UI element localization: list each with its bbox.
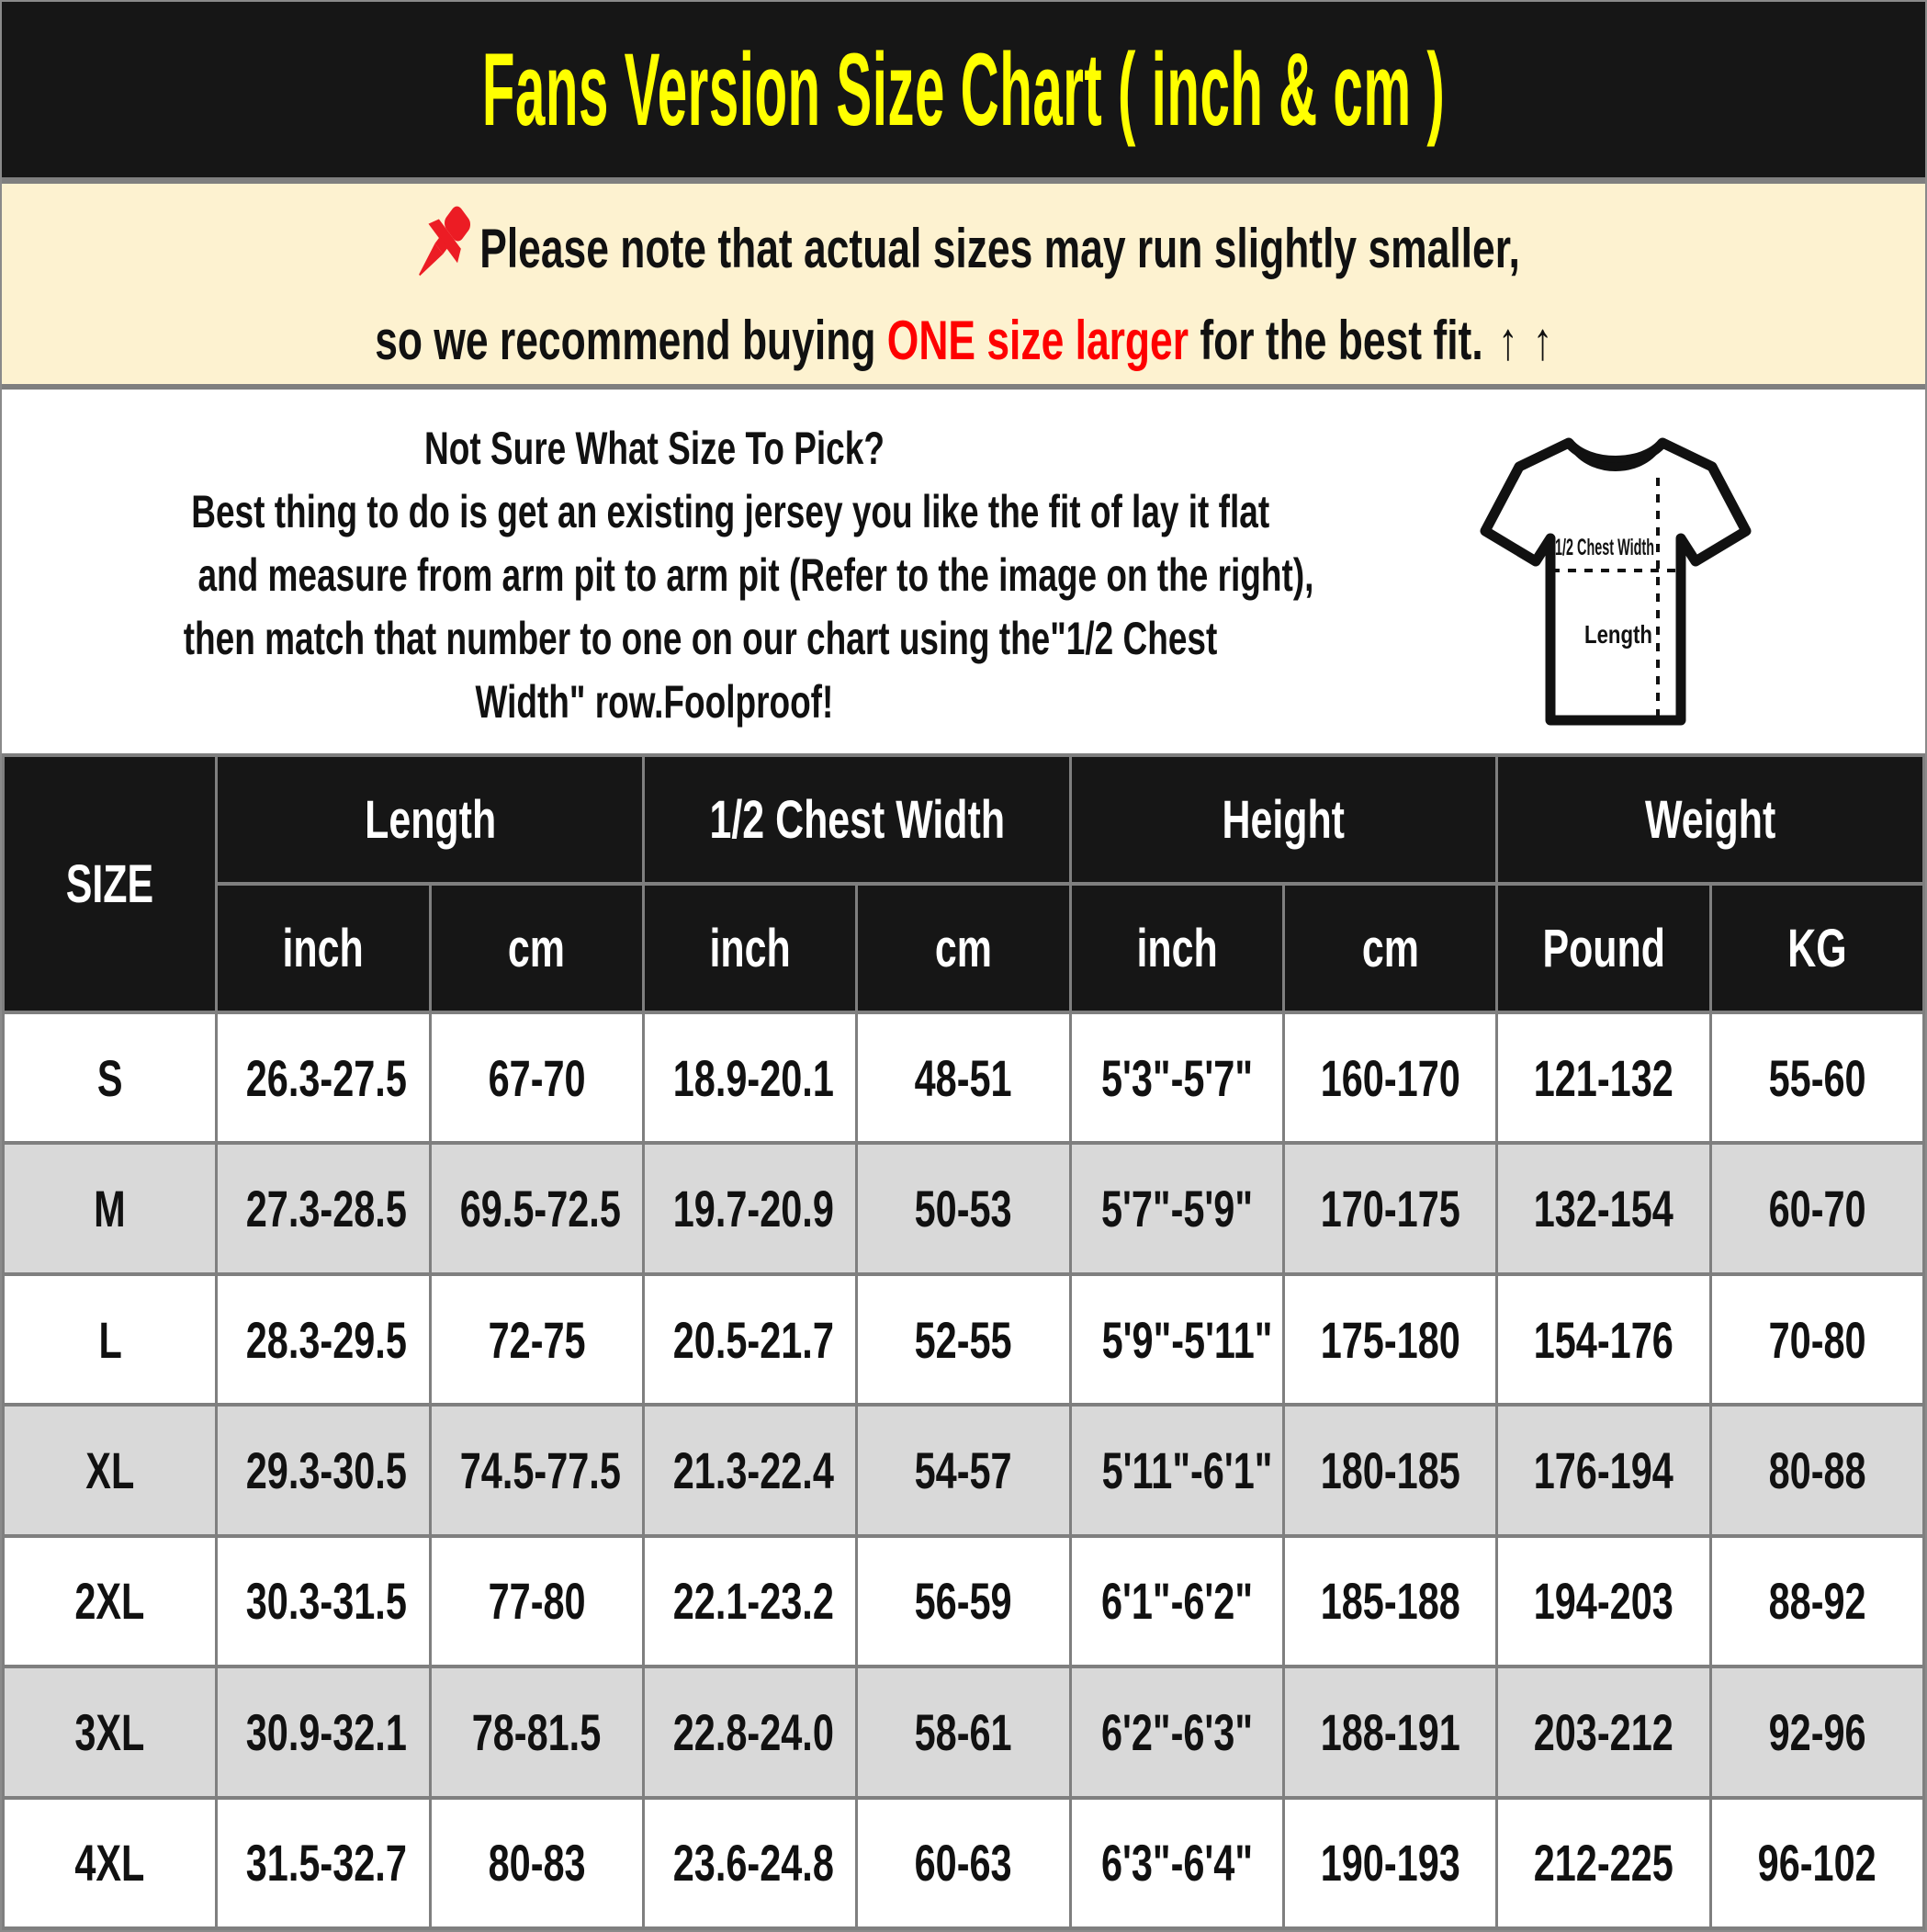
note-section (2, 184, 1925, 384)
table-row-3xl (4, 1666, 1924, 1797)
table-cell: 5'3"-5'7" (1070, 1012, 1283, 1143)
size-table (2, 753, 1925, 1930)
table-row-s (4, 1012, 1924, 1143)
table-cell: 180-185 (1283, 1405, 1496, 1535)
table-cell: 78-81.5 (430, 1666, 643, 1797)
size-table-section (2, 753, 1925, 1930)
note-text-2-prefix: so we recommend buying (375, 310, 887, 371)
table-cell: 22.8-24.0 (643, 1666, 856, 1797)
table-cell: 54-57 (857, 1405, 1070, 1535)
subheader-length-inch: inch (217, 884, 430, 1012)
table-cell: 5'7"-5'9" (1070, 1143, 1283, 1273)
size-cell: L (4, 1274, 217, 1405)
size-cell: M (4, 1143, 217, 1273)
table-cell: 52-55 (857, 1274, 1070, 1405)
note-text-2-suffix: for the best fit. (1188, 310, 1483, 371)
size-cell: 3XL (4, 1666, 217, 1797)
col-header-weight: Weight (1497, 755, 1924, 884)
table-cell: 121-132 (1497, 1012, 1710, 1143)
table-cell: 74.5-77.5 (430, 1405, 643, 1535)
table-cell: 60-70 (1710, 1143, 1923, 1273)
col-header-size: SIZE (4, 755, 217, 1012)
guide-section (2, 390, 1925, 753)
table-cell: 30.9-32.1 (217, 1666, 430, 1797)
table-cell: 23.6-24.8 (643, 1798, 856, 1928)
table-cell: 96-102 (1710, 1798, 1923, 1928)
page-title: Fans Version Size Chart ( inch & cm ) (481, 32, 1446, 147)
table-cell: 67-70 (430, 1012, 643, 1143)
table-cell: 80-83 (430, 1798, 643, 1928)
table-cell: 28.3-29.5 (217, 1274, 430, 1405)
col-header-height: Height (1070, 755, 1497, 884)
pushpin-icon (407, 199, 478, 291)
note-line-2 (168, 310, 1759, 371)
table-cell: 170-175 (1283, 1143, 1496, 1273)
arrow-up-icon: ↑ (1532, 311, 1552, 371)
table-cell: 176-194 (1497, 1405, 1710, 1535)
table-cell: 188-191 (1283, 1666, 1496, 1797)
title-bar (2, 2, 1925, 177)
table-cell: 6'1"-6'2" (1070, 1536, 1283, 1666)
table-cell: 69.5-72.5 (430, 1143, 643, 1273)
table-cell: 80-88 (1710, 1405, 1923, 1535)
col-header-chest-width: 1/2 Chest Width (643, 755, 1070, 884)
table-cell: 21.3-22.4 (643, 1405, 856, 1535)
guide-line: then match that number to one on our chart using the"1/2 Chest (183, 613, 1218, 664)
table-cell: 154-176 (1497, 1274, 1710, 1405)
table-subheader-row (4, 884, 1924, 1012)
table-cell: 92-96 (1710, 1666, 1923, 1797)
note-text-1: Please note that actual sizes may run slightly smaller, (479, 218, 1520, 279)
guide-line: Best thing to do is get an existing jersey you like the fit of lay it flat (191, 486, 1270, 537)
table-cell: 160-170 (1283, 1012, 1496, 1143)
table-cell: 175-180 (1283, 1274, 1496, 1405)
table-cell: 203-212 (1497, 1666, 1710, 1797)
subheader-weight-pound: Pound (1497, 884, 1710, 1012)
note-text-2-highlight: ONE size larger (886, 310, 1189, 371)
subheader-length-cm: cm (430, 884, 643, 1012)
subheader-chest-cm: cm (857, 884, 1070, 1012)
table-cell: 19.7-20.9 (643, 1143, 856, 1273)
table-cell: 60-63 (857, 1798, 1070, 1928)
subheader-chest-inch: inch (643, 884, 856, 1012)
table-cell: 18.9-20.1 (643, 1012, 856, 1143)
arrow-up-icon: ↑ (1497, 311, 1518, 371)
guide-heading: Not Sure What Size To Pick? (423, 423, 885, 474)
note-line-1 (212, 199, 1716, 291)
table-cell: 212-225 (1497, 1798, 1710, 1928)
col-header-length: Length (217, 755, 644, 884)
table-row-xl (4, 1405, 1924, 1535)
table-row-m (4, 1143, 1924, 1273)
table-cell: 26.3-27.5 (217, 1012, 430, 1143)
table-cell: 194-203 (1497, 1536, 1710, 1666)
table-cell: 27.3-28.5 (217, 1143, 430, 1273)
table-row-l (4, 1274, 1924, 1405)
size-cell: S (4, 1012, 217, 1143)
length-label: Length (1584, 620, 1652, 649)
table-cell: 5'11"-6'1" (1070, 1405, 1283, 1535)
guide-line: Width" row.Foolproof! (475, 676, 833, 728)
subheader-weight-kg: KG (1710, 884, 1923, 1012)
subheader-height-inch: inch (1070, 884, 1283, 1012)
chest-width-label: 1/2 Chest Width (1555, 535, 1654, 560)
subheader-height-cm: cm (1283, 884, 1496, 1012)
guide-text (2, 390, 1314, 753)
tshirt-diagram (1306, 390, 1925, 753)
table-cell: 185-188 (1283, 1536, 1496, 1666)
table-cell: 5'9"-5'11" (1070, 1274, 1283, 1405)
table-cell: 77-80 (430, 1536, 643, 1666)
table-cell: 132-154 (1497, 1143, 1710, 1273)
table-cell: 70-80 (1710, 1274, 1923, 1405)
table-cell: 30.3-31.5 (217, 1536, 430, 1666)
size-cell: XL (4, 1405, 217, 1535)
table-cell: 20.5-21.7 (643, 1274, 856, 1405)
table-cell: 72-75 (430, 1274, 643, 1405)
table-cell: 6'2"-6'3" (1070, 1666, 1283, 1797)
table-group-header-row (4, 755, 1924, 884)
table-cell: 48-51 (857, 1012, 1070, 1143)
section-divider (2, 177, 1925, 184)
table-cell: 58-61 (857, 1666, 1070, 1797)
table-row-4xl (4, 1798, 1924, 1928)
table-cell: 56-59 (857, 1536, 1070, 1666)
size-cell: 4XL (4, 1798, 217, 1928)
table-cell: 190-193 (1283, 1798, 1496, 1928)
size-cell: 2XL (4, 1536, 217, 1666)
table-cell: 29.3-30.5 (217, 1405, 430, 1535)
table-cell: 50-53 (857, 1143, 1070, 1273)
table-cell: 88-92 (1710, 1536, 1923, 1666)
table-cell: 6'3"-6'4" (1070, 1798, 1283, 1928)
table-cell: 31.5-32.7 (217, 1798, 430, 1928)
guide-line: and measure from arm pit to arm pit (Refer to the image on the right), (197, 549, 1314, 601)
tshirt-outline (1485, 443, 1746, 720)
table-cell: 22.1-23.2 (643, 1536, 856, 1666)
table-cell: 55-60 (1710, 1012, 1923, 1143)
table-row-2xl (4, 1536, 1924, 1666)
